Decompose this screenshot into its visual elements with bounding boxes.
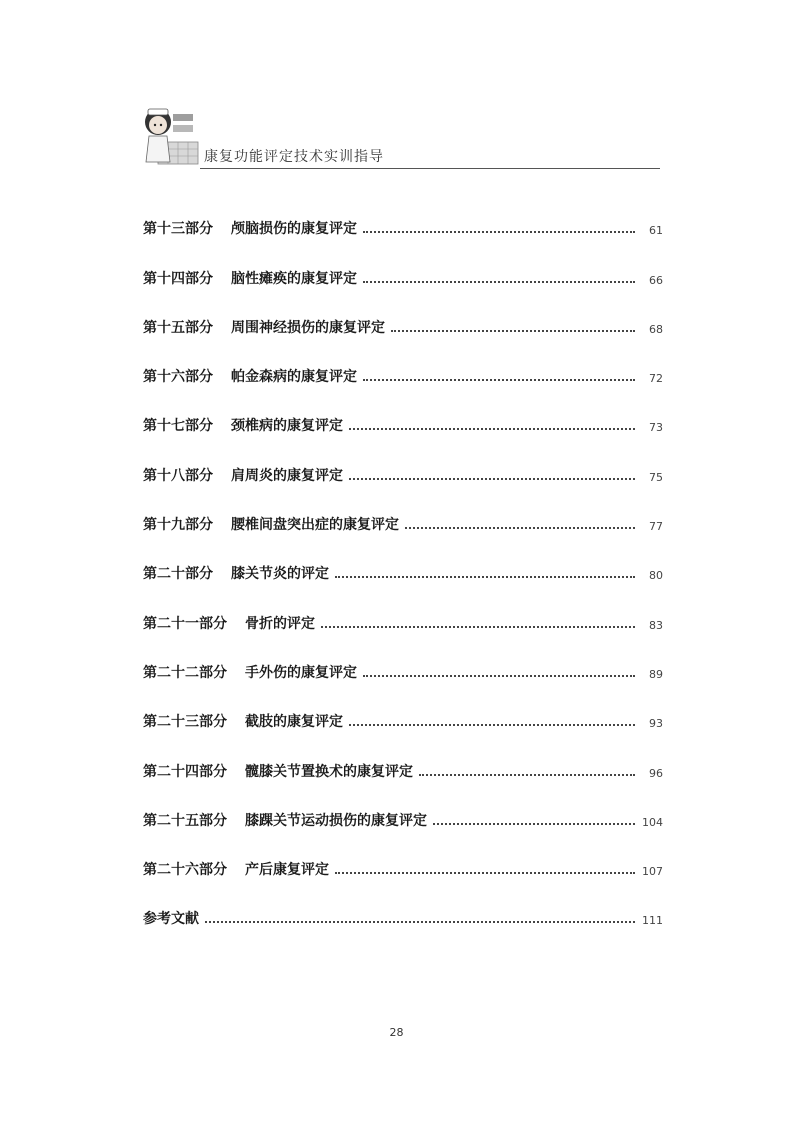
page-number: 28 xyxy=(389,1026,404,1039)
toc-title: 腰椎间盘突出症的康复评定 xyxy=(231,517,399,534)
dot-leader xyxy=(363,281,635,283)
toc-title: 骨折的评定 xyxy=(245,615,315,632)
toc-entry-20[interactable] xyxy=(143,534,663,583)
toc-part: 参考文献 xyxy=(143,911,199,928)
dot-leader xyxy=(335,872,635,874)
running-header xyxy=(140,100,660,170)
dot-leader xyxy=(349,428,635,430)
toc-title: 产后康复评定 xyxy=(245,862,329,879)
toc-part: 第十三部分 xyxy=(143,221,213,238)
dot-leader xyxy=(419,774,635,776)
toc-entry-19[interactable] xyxy=(143,485,663,534)
toc-part: 第二十二部分 xyxy=(143,664,227,681)
dot-leader xyxy=(349,724,635,726)
toc-part: 第十九部分 xyxy=(143,517,213,534)
toc-page: 72 xyxy=(649,372,663,386)
toc-part: 第十四部分 xyxy=(143,270,213,287)
toc-entry-18[interactable] xyxy=(143,435,663,484)
toc-title: 肩周炎的康复评定 xyxy=(231,467,343,484)
table-of-contents xyxy=(143,189,663,928)
header-rule xyxy=(200,168,660,169)
toc-page: 83 xyxy=(649,618,663,632)
dot-leader xyxy=(363,379,635,381)
toc-page: 77 xyxy=(649,520,663,534)
toc-entry-16[interactable] xyxy=(143,337,663,386)
toc-page: 89 xyxy=(649,667,663,681)
toc-entry-14[interactable] xyxy=(143,238,663,287)
dot-leader xyxy=(335,576,635,578)
dot-leader xyxy=(405,527,635,529)
toc-title: 颅脑损伤的康复评定 xyxy=(231,221,357,238)
toc-part: 第十七部分 xyxy=(143,418,213,435)
toc-title: 截肢的康复评定 xyxy=(245,714,343,731)
toc-part: 第十五部分 xyxy=(143,319,213,336)
dot-leader xyxy=(321,626,635,628)
toc-part: 第二十三部分 xyxy=(143,714,227,731)
dot-leader xyxy=(349,478,635,480)
toc-part: 第十八部分 xyxy=(143,467,213,484)
toc-entry-26[interactable] xyxy=(143,830,663,879)
toc-entry-23[interactable] xyxy=(143,682,663,731)
toc-page: 104 xyxy=(642,815,663,829)
toc-page: 93 xyxy=(649,717,663,731)
toc-page: 111 xyxy=(642,914,663,928)
toc-entry-references[interactable] xyxy=(143,879,663,928)
dot-leader xyxy=(433,823,635,825)
toc-title: 脑性瘫痪的康复评定 xyxy=(231,270,357,287)
dot-leader xyxy=(391,330,635,332)
toc-part: 第二十六部分 xyxy=(143,862,227,879)
toc-page: 66 xyxy=(649,273,663,287)
toc-title: 周围神经损伤的康复评定 xyxy=(231,319,385,336)
toc-page: 68 xyxy=(649,322,663,336)
toc-page: 73 xyxy=(649,421,663,435)
toc-title: 髋膝关节置换术的康复评定 xyxy=(245,763,413,780)
toc-entry-13[interactable] xyxy=(143,189,663,238)
toc-title: 膝关节炎的评定 xyxy=(231,566,329,583)
toc-page: 80 xyxy=(649,569,663,583)
toc-entry-21[interactable] xyxy=(143,583,663,632)
toc-part: 第二十部分 xyxy=(143,566,213,583)
toc-part: 第二十一部分 xyxy=(143,615,227,632)
toc-part: 第二十五部分 xyxy=(143,812,227,829)
toc-title: 帕金森病的康复评定 xyxy=(231,369,357,386)
dot-leader xyxy=(363,675,635,677)
toc-entry-22[interactable] xyxy=(143,633,663,682)
nurse-cartoon-icon xyxy=(140,100,202,168)
book-title: 康复功能评定技术实训指导 xyxy=(204,149,384,165)
dot-leader xyxy=(205,921,635,923)
toc-page: 96 xyxy=(649,766,663,780)
toc-entry-17[interactable] xyxy=(143,386,663,435)
toc-title: 膝踝关节运动损伤的康复评定 xyxy=(245,812,427,829)
toc-entry-24[interactable] xyxy=(143,731,663,780)
toc-entry-25[interactable] xyxy=(143,781,663,830)
toc-title: 颈椎病的康复评定 xyxy=(231,418,343,435)
toc-title: 手外伤的康复评定 xyxy=(245,664,357,681)
toc-page: 75 xyxy=(649,470,663,484)
toc-part: 第十六部分 xyxy=(143,369,213,386)
toc-part: 第二十四部分 xyxy=(143,763,227,780)
toc-page: 61 xyxy=(649,224,663,238)
toc-page: 107 xyxy=(642,865,663,879)
dot-leader xyxy=(363,231,635,233)
toc-entry-15[interactable] xyxy=(143,288,663,337)
